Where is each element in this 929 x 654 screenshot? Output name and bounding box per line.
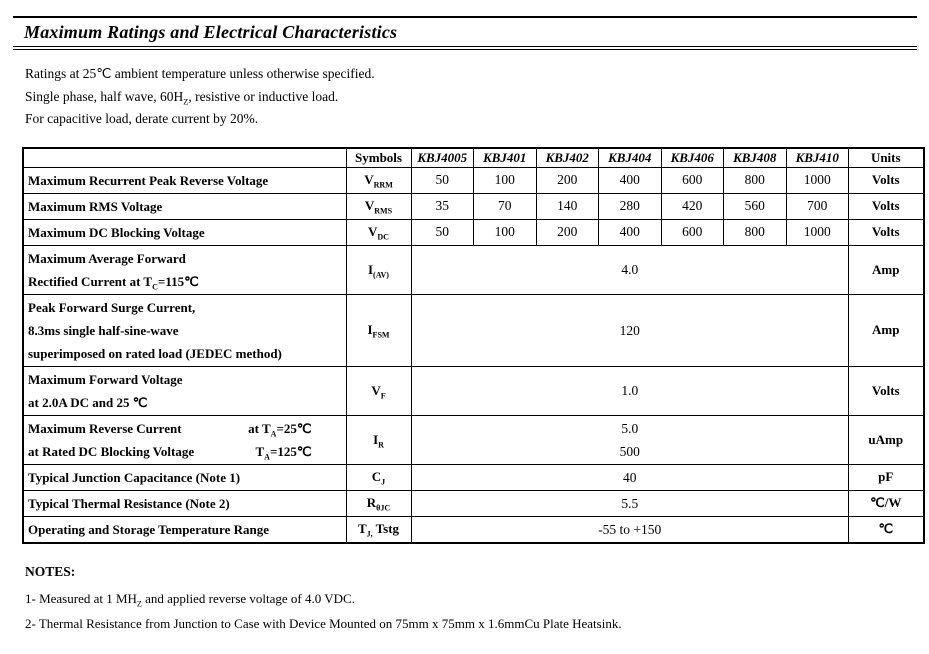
text-segment: Maximum DC Blocking Voltage	[28, 224, 205, 240]
subscript-text: J	[381, 477, 386, 487]
symbol-cell	[346, 193, 411, 219]
value-cell: 400	[599, 167, 662, 193]
parameter-line	[28, 492, 342, 515]
text-segment: V	[367, 224, 378, 239]
text-segment: Operating and Storage Temperature Range	[28, 521, 269, 537]
subscript-text: RRM	[373, 180, 393, 190]
table-row	[23, 245, 924, 294]
parameter-text	[28, 225, 205, 240]
parameter-line	[28, 342, 342, 365]
parameter-line	[28, 270, 342, 293]
note-item	[25, 612, 929, 636]
col-header-model: KBJ402	[536, 148, 599, 168]
merged-value-line: 120	[619, 322, 640, 338]
subscript-text: J,	[366, 529, 373, 539]
merged-value-cell	[411, 245, 849, 294]
section-title-band	[13, 16, 917, 50]
intro-text	[25, 63, 929, 131]
col-header-model: KBJ4005	[411, 148, 474, 168]
subscript-text: DC	[377, 232, 389, 242]
merged-value-line: 40	[623, 469, 637, 485]
subscript-text: A	[270, 429, 277, 439]
parameter-cell	[23, 219, 346, 245]
merged-value-line: 500	[619, 443, 640, 459]
text-segment: T	[357, 521, 367, 536]
text-segment: at 2.0A DC and 25 ℃	[28, 394, 148, 410]
merged-value-cell	[411, 464, 849, 490]
parameter-text	[28, 496, 230, 511]
table-row	[23, 366, 924, 415]
col-header-model: KBJ406	[661, 148, 724, 168]
symbol-cell	[346, 294, 411, 366]
text-segment: Peak Forward Surge Current,	[28, 299, 196, 315]
parameter-text	[28, 522, 269, 537]
text-segment: 8.3ms single half-sine-wave	[28, 322, 179, 338]
text-segment: at Rated DC Blocking Voltage	[28, 443, 195, 459]
subscript-text: FSM	[372, 330, 390, 340]
text-segment: Single phase, half wave, 60H	[25, 88, 184, 104]
text-segment: R	[366, 495, 377, 510]
maximum-ratings-table	[22, 147, 925, 544]
text-segment: 1- Measured at 1 MH	[25, 590, 137, 606]
text-segment: =115℃	[157, 273, 199, 289]
parameter-line	[28, 440, 342, 463]
merged-value-line: 5.5	[621, 495, 639, 511]
parameter-text	[28, 323, 179, 338]
text-segment: C	[371, 469, 382, 484]
parameter-line	[28, 195, 342, 218]
subscript-text: R	[378, 440, 384, 450]
symbol-cell	[346, 415, 411, 464]
table-row	[23, 464, 924, 490]
value-cell: 280	[599, 193, 662, 219]
value-cell: 560	[724, 193, 787, 219]
unit-cell: Amp	[849, 245, 924, 294]
parameter-text	[28, 395, 147, 410]
merged-value-cell	[411, 294, 849, 366]
text-segment: =125℃	[269, 443, 312, 459]
condition-text	[248, 417, 311, 440]
subscript-text: Z	[183, 97, 189, 107]
table-row	[23, 294, 924, 366]
text-segment: V	[364, 172, 374, 187]
value-cell: 600	[661, 219, 724, 245]
parameter-cell	[23, 366, 346, 415]
parameter-cell	[23, 294, 346, 366]
unit-cell: uAmp	[849, 415, 924, 464]
parameter-text	[28, 470, 240, 485]
unit-cell: Volts	[849, 366, 924, 415]
text-segment: Maximum Recurrent Peak Reverse Voltage	[28, 172, 269, 188]
parameter-line	[28, 319, 342, 342]
col-header-blank	[23, 148, 346, 168]
parameter-line	[28, 391, 342, 414]
unit-cell: pF	[849, 464, 924, 490]
unit-cell: Volts	[849, 193, 924, 219]
value-cell: 800	[724, 219, 787, 245]
value-cell: 100	[474, 219, 537, 245]
text-segment: at T	[248, 420, 271, 436]
parameter-cell	[23, 415, 346, 464]
text-segment: Maximum Reverse Current	[28, 420, 182, 436]
symbol-cell	[346, 516, 411, 543]
value-cell: 70	[474, 193, 537, 219]
parameter-text	[28, 346, 282, 361]
parameter-line	[28, 417, 342, 440]
merged-value-cell	[411, 366, 849, 415]
unit-cell: Volts	[849, 219, 924, 245]
intro-line	[25, 86, 929, 109]
parameter-cell	[23, 193, 346, 219]
text-segment: Rectified Current at T	[28, 273, 153, 289]
text-segment: Ratings at 25℃ ambient temperature unless otherwise specified.	[25, 66, 375, 81]
table-row	[23, 193, 924, 219]
text-segment: V	[364, 198, 375, 213]
col-header-model: KBJ408	[724, 148, 787, 168]
parameter-line	[28, 518, 342, 541]
table-header-row	[23, 148, 924, 168]
symbol-cell	[346, 464, 411, 490]
value-cell: 600	[661, 167, 724, 193]
value-cell: 400	[599, 219, 662, 245]
merged-value-cell	[411, 415, 849, 464]
parameter-line	[28, 221, 342, 244]
parameter-cell	[23, 245, 346, 294]
unit-cell: Volts	[849, 167, 924, 193]
parameter-cell	[23, 516, 346, 543]
merged-value-cell	[411, 490, 849, 516]
parameter-text	[28, 173, 268, 188]
subscript-text: Z	[136, 599, 142, 609]
table-row	[23, 167, 924, 193]
table-row	[23, 490, 924, 516]
merged-value-line: -55 to +150	[598, 521, 662, 537]
parameter-line	[28, 296, 342, 319]
parameter-text	[28, 273, 199, 292]
value-cell: 800	[724, 167, 787, 193]
symbol-cell	[346, 167, 411, 193]
parameter-line	[28, 368, 342, 391]
text-segment: For capacitive load, derate current by 20%.	[25, 111, 259, 126]
unit-cell: Amp	[849, 294, 924, 366]
parameter-line	[28, 466, 342, 489]
parameter-line	[28, 247, 342, 270]
parameter-text	[28, 417, 182, 440]
subscript-text: A	[264, 452, 270, 462]
symbol-cell	[346, 245, 411, 294]
value-cell: 200	[536, 167, 599, 193]
text-segment: =25℃	[276, 420, 312, 436]
value-cell: 1000	[786, 167, 849, 193]
subscript-text: C	[152, 282, 158, 292]
text-segment: and applied reverse voltage of 4.0 VDC.	[141, 590, 355, 606]
text-segment: Typical Thermal Resistance (Note 2)	[28, 495, 230, 511]
intro-line	[25, 108, 929, 131]
parameter-text	[28, 300, 195, 315]
text-segment: I	[367, 322, 373, 337]
text-segment: Maximum Average Forward	[28, 250, 186, 266]
unit-cell: ℃/W	[849, 490, 924, 516]
value-cell: 140	[536, 193, 599, 219]
value-cell: 100	[474, 167, 537, 193]
notes-heading: NOTES:	[25, 563, 76, 579]
merged-value-line: 4.0	[621, 262, 639, 277]
text-segment: superimposed on rated load (JEDEC method)	[28, 345, 282, 361]
condition-text	[256, 440, 312, 463]
subscript-text: RMS	[374, 206, 393, 216]
value-cell: 420	[661, 193, 724, 219]
text-segment: Maximum RMS Voltage	[28, 198, 163, 214]
table-row	[23, 219, 924, 245]
parameter-cell	[23, 490, 346, 516]
text-segment: Maximum Forward Voltage	[28, 371, 183, 387]
subscript-text: (AV)	[373, 270, 389, 280]
intro-line	[25, 63, 929, 86]
col-header-units: Units	[849, 148, 924, 168]
text-segment: I	[367, 261, 374, 277]
value-cell: 200	[536, 219, 599, 245]
text-segment: , resistive or inductive load.	[188, 88, 339, 104]
unit-cell: ℃	[849, 516, 924, 543]
parameter-text	[28, 199, 162, 214]
text-segment: 2- Thermal Resistance from Junction to Case with Device Mounted on 75mm x 75mm x 1.6mmCu Plate Heatsink.	[25, 615, 622, 631]
merged-value-line: 1.0	[621, 383, 639, 398]
table-row	[23, 516, 924, 543]
value-cell: 35	[411, 193, 474, 219]
merged-value-line: 5.0	[621, 420, 639, 436]
note-item	[25, 587, 929, 611]
text-segment: Tstg	[372, 521, 400, 536]
parameter-text	[28, 440, 194, 463]
parameter-cell	[23, 167, 346, 193]
subscript-text: θJC	[376, 503, 391, 513]
symbol-cell	[346, 219, 411, 245]
parameter-cell	[23, 464, 346, 490]
merged-value-cell	[411, 516, 849, 543]
table-row	[23, 415, 924, 464]
col-header-model: KBJ404	[599, 148, 662, 168]
value-cell: 50	[411, 167, 474, 193]
symbol-cell	[346, 366, 411, 415]
text-segment: I	[373, 431, 379, 447]
col-header-symbols: Symbols	[346, 148, 411, 168]
col-header-model: KBJ401	[474, 148, 537, 168]
text-segment: T	[255, 443, 265, 459]
parameter-line	[28, 169, 342, 192]
symbol-cell	[346, 490, 411, 516]
text-segment: V	[371, 382, 381, 398]
col-header-model: KBJ410	[786, 148, 849, 168]
parameter-text	[28, 251, 186, 266]
notes-list	[25, 587, 929, 636]
value-cell: 1000	[786, 219, 849, 245]
section-title: Maximum Ratings and Electrical Characteristics	[24, 22, 398, 42]
text-segment: Typical Junction Capacitance (Note 1)	[28, 469, 241, 485]
notes-section	[25, 564, 929, 636]
value-cell: 700	[786, 193, 849, 219]
parameter-text	[28, 372, 183, 387]
value-cell: 50	[411, 219, 474, 245]
subscript-text: F	[380, 391, 386, 401]
